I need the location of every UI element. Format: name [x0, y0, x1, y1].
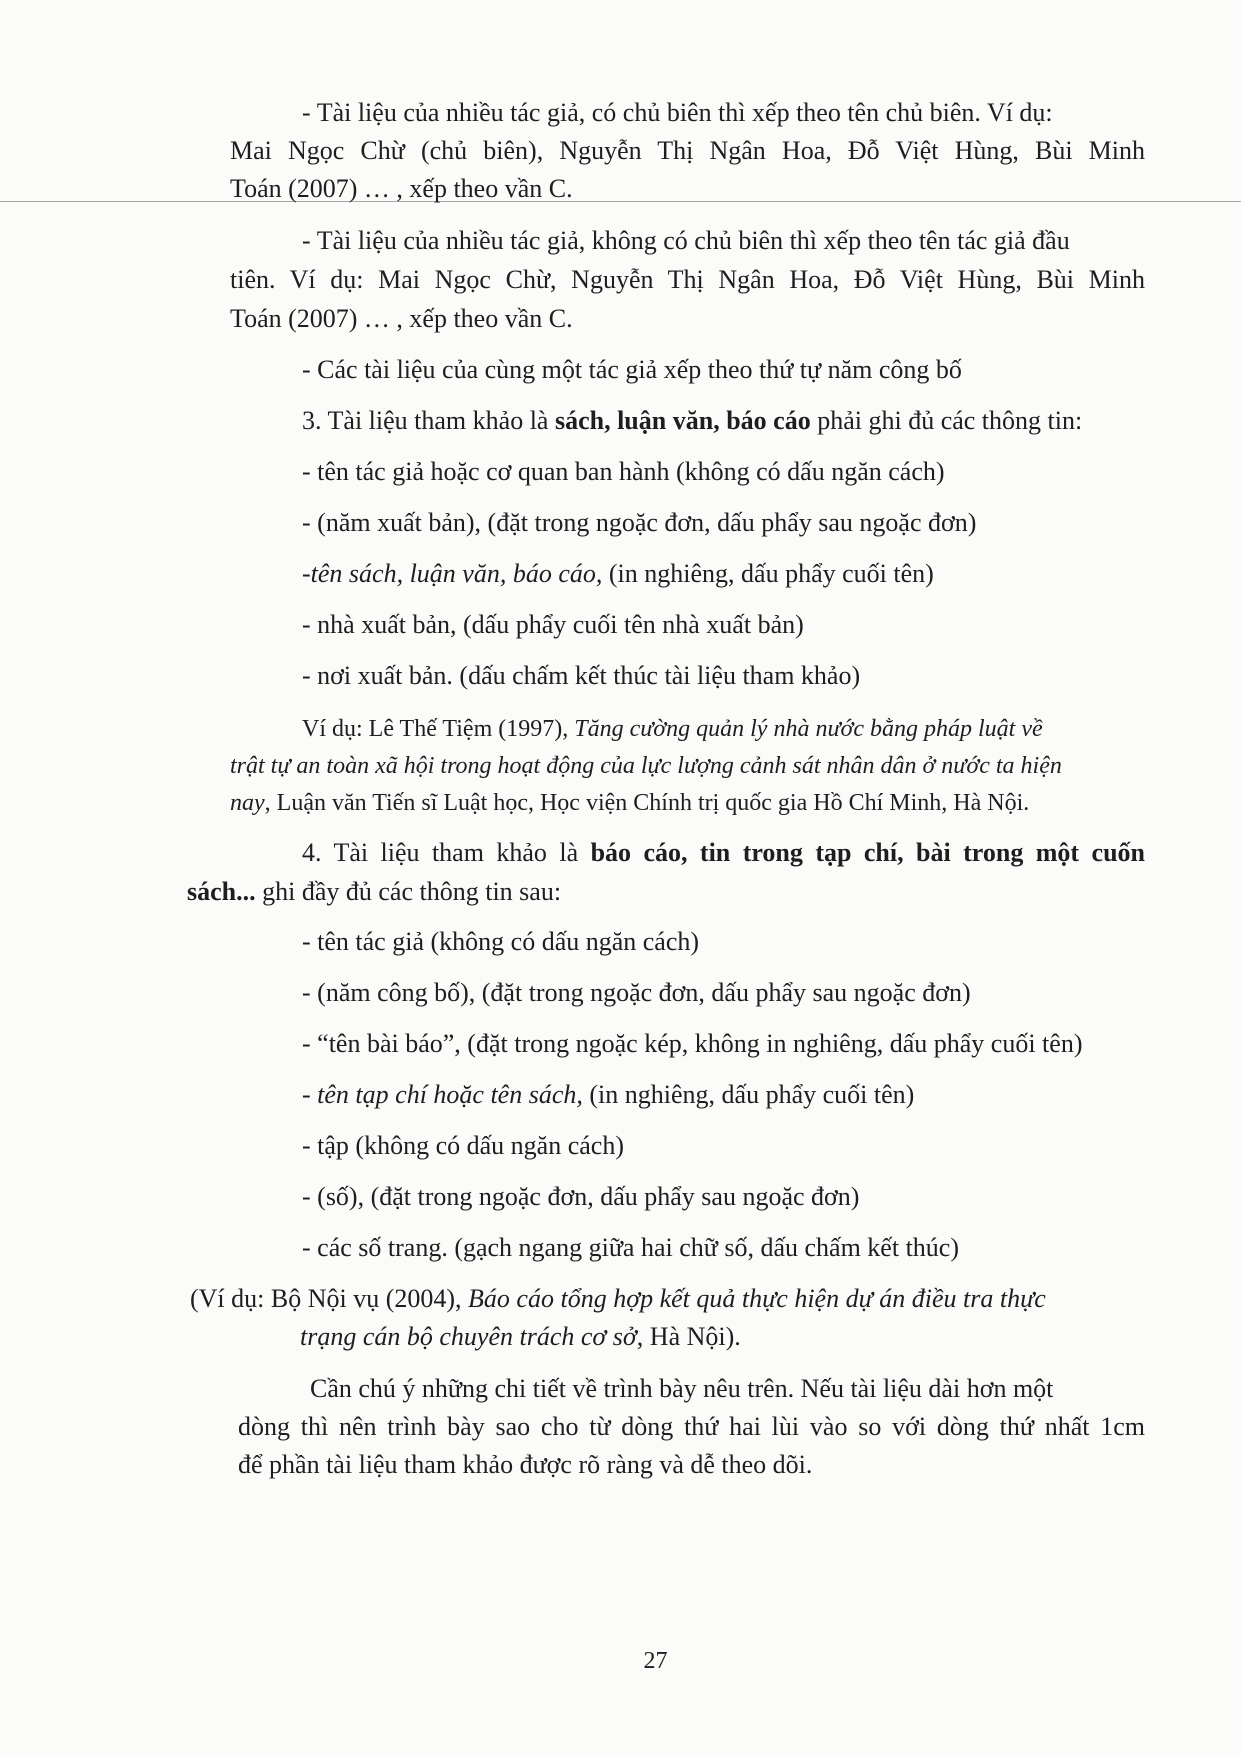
p1-line-2: Mai Ngọc Chừ (chủ biên), Nguyễn Thị Ngân Hoa, Đỗ Việt Hùng, Bùi Minh	[230, 136, 1145, 165]
s4-example-line-1: (Ví dụ: Bộ Nội vụ (2004), Báo cáo tổng hợp kết quả thực hiện dự án điều tra thực	[190, 1284, 1046, 1313]
note-line-2: dòng thì nên trình bày sao cho từ dòng thứ hai lùi vào so với dòng thứ nhất 1cm	[238, 1412, 1145, 1441]
s3-item-5: - nơi xuất bản. (dấu chấm kết thúc tài liệu tham khảo)	[302, 661, 861, 690]
p2-line-1: - Tài liệu của nhiều tác giả, không có chủ biên thì xếp theo tên tác giả đầu	[302, 226, 1070, 255]
s3-item-2: - (năm xuất bản), (đặt trong ngoặc đơn, dấu phẩy sau ngoặc đơn)	[302, 508, 977, 537]
scan-line	[0, 201, 1241, 202]
s4-item-5: - tập (không có dấu ngăn cách)	[302, 1131, 624, 1160]
s4-item-4: - tên tạp chí hoặc tên sách, (in nghiêng, dấu phẩy cuối tên)	[302, 1080, 915, 1109]
note-line-1: Cần chú ý những chi tiết về trình bày nêu trên. Nếu tài liệu dài hơn một	[310, 1374, 1054, 1403]
page-number: 27	[643, 1648, 668, 1674]
note-line-3: để phần tài liệu tham khảo được rõ ràng và dễ theo dõi.	[238, 1450, 813, 1479]
s3-example-line-3: nay, Luận văn Tiến sĩ Luật học, Học viện Chính trị quốc gia Hồ Chí Minh, Hà Nội.	[230, 790, 1030, 816]
s3-heading: 3. Tài liệu tham khảo là sách, luận văn, báo cáo phải ghi đủ các thông tin:	[302, 406, 1083, 435]
s4-item-6: - (số), (đặt trong ngoặc đơn, dấu phẩy sau ngoặc đơn)	[302, 1182, 860, 1211]
s4-heading-line-2: sách... ghi đầy đủ các thông tin sau:	[187, 877, 562, 906]
s3-example-line-1: Ví dụ: Lê Thế Tiệm (1997), Tăng cường quản lý nhà nước bằng pháp luật về	[302, 716, 1043, 742]
p3-line: - Các tài liệu của cùng một tác giả xếp theo thứ tự năm công bố	[302, 355, 962, 384]
p2-line-3: Toán (2007) … , xếp theo vần C.	[230, 304, 573, 333]
s4-item-3: - “tên bài báo”, (đặt trong ngoặc kép, không in nghiêng, dấu phẩy cuối tên)	[302, 1029, 1083, 1058]
s3-item-4: - nhà xuất bản, (dấu phẩy cuối tên nhà xuất bản)	[302, 610, 804, 639]
s3-item-1: - tên tác giả hoặc cơ quan ban hành (không có dấu ngăn cách)	[302, 457, 945, 486]
s4-heading-line-1: 4. Tài liệu tham khảo là báo cáo, tin trong tạp chí, bài trong một cuốn	[302, 838, 1145, 867]
p1-line-1: - Tài liệu của nhiều tác giả, có chủ biên thì xếp theo tên chủ biên. Ví dụ:	[302, 98, 1053, 127]
s4-example-line-2: trạng cán bộ chuyên trách cơ sở, Hà Nội).	[300, 1322, 741, 1351]
s4-item-1: - tên tác giả (không có dấu ngăn cách)	[302, 927, 700, 956]
s3-item-3: -tên sách, luận văn, báo cáo, (in nghiêng, dấu phẩy cuối tên)	[302, 559, 934, 588]
s4-item-7: - các số trang. (gạch ngang giữa hai chữ số, dấu chấm kết thúc)	[302, 1233, 959, 1262]
p2-line-2: tiên. Ví dụ: Mai Ngọc Chừ, Nguyễn Thị Ngân Hoa, Đỗ Việt Hùng, Bùi Minh	[230, 265, 1145, 294]
s3-example-line-2: trật tự an toàn xã hội trong hoạt động của lực lượng cảnh sát nhân dân ở nước ta hiện	[230, 753, 1062, 779]
p1-line-3: Toán (2007) … , xếp theo vần C.	[230, 174, 573, 203]
s4-item-2: - (năm công bố), (đặt trong ngoặc đơn, dấu phẩy sau ngoặc đơn)	[302, 978, 971, 1007]
